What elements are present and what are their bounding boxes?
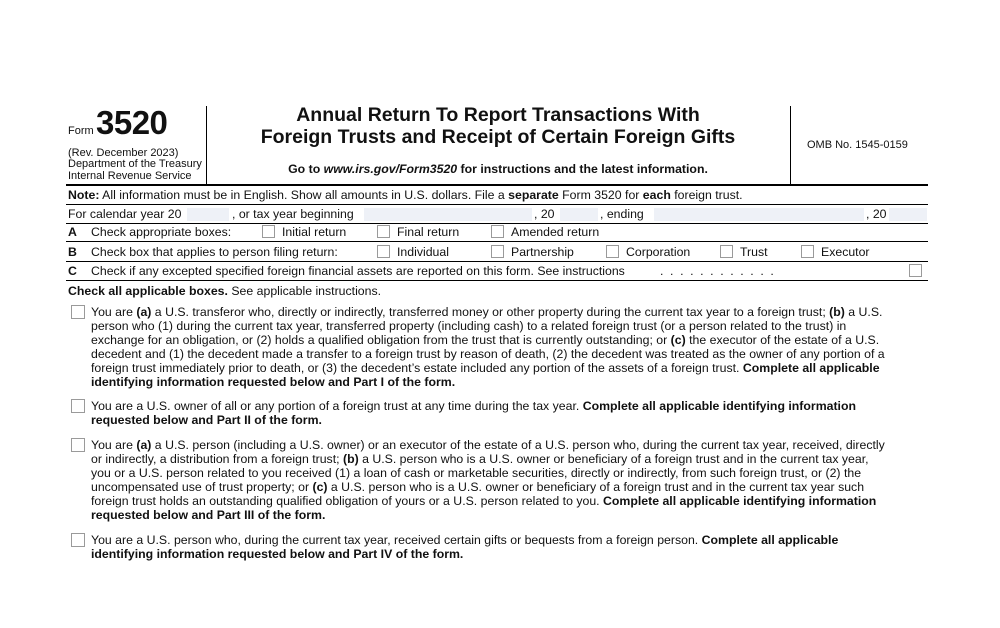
part-i-line: foreign trust immediately prior to death, or (3) the decedent’s estate included any portion of the assets of a foreign trust. Complete all applicable bbox=[91, 361, 880, 375]
goto-prefix: Go to bbox=[288, 162, 324, 176]
part-iii-line: You are (a) a U.S. person (including a U.S. owner) or an executor of the estate of a U.S. person who, during the current tax year, received, directly bbox=[91, 438, 885, 452]
note-text-2: Form 3520 for bbox=[558, 188, 643, 202]
omb-number: OMB No. 1545-0159 bbox=[807, 139, 908, 151]
row-b-bottom-rule bbox=[66, 261, 928, 262]
amended-return-checkbox[interactable] bbox=[491, 225, 504, 238]
part-iii-line: requested below and Part III of the form. bbox=[91, 508, 326, 522]
row-c-letter: C bbox=[68, 264, 77, 278]
part-iv-gifts-checkbox[interactable] bbox=[71, 533, 85, 547]
header-bottom-rule bbox=[66, 184, 928, 186]
part-ii-owner-checkbox[interactable] bbox=[71, 399, 85, 413]
final-return-checkbox[interactable] bbox=[377, 225, 390, 238]
calendar-year-label: For calendar year 20 bbox=[68, 207, 182, 221]
tax-year-beginning-label: , or tax year beginning bbox=[232, 207, 354, 221]
part-i-line: decedent and (1) the decedent made a transfer to a foreign trust by reason of death, (2) the decedent was treated as the owner of any portion of a bbox=[91, 347, 885, 361]
part-ii-description bbox=[91, 399, 931, 427]
individual-checkbox[interactable] bbox=[377, 245, 390, 258]
note-label: Note: bbox=[68, 188, 100, 202]
individual-label: Individual bbox=[397, 245, 449, 259]
row-b-letter: B bbox=[68, 245, 77, 259]
applicable-rest: See applicable instructions. bbox=[227, 284, 382, 298]
note-text-3: foreign trust. bbox=[670, 188, 743, 202]
part-iv-description bbox=[91, 533, 931, 561]
part-iv-line: You are a U.S. person who, during the current tax year, received certain gifts or bequests from a foreign person. Complete all applicable bbox=[91, 533, 839, 547]
partnership-label: Partnership bbox=[511, 245, 574, 259]
part-iii-line: or indirectly, a distribution from a foreign trust; (b) a U.S. person who is a U.S. owner or beneficiary of a foreign trust and in the current tax year, bbox=[91, 452, 869, 466]
part-iii-line: you or a U.S. person related to you received (1) a loan of cash or marketable securities, directly or indirectly, from such foreign trust, or (2) the bbox=[91, 466, 862, 480]
service: Internal Revenue Service bbox=[68, 170, 192, 182]
part-i-line: exchange for an obligation, or (2) holds a qualified obligation from the trust that is currently outstanding; or (c) the executor of the estate of a U.S. bbox=[91, 333, 880, 347]
ending-year-input[interactable] bbox=[889, 208, 927, 221]
row-c-label: Check if any excepted specified foreign financial assets are reported on this form. See instructions bbox=[91, 264, 625, 278]
irs-url-link[interactable]: www.irs.gov/Form3520 bbox=[323, 162, 458, 176]
row-a-letter: A bbox=[68, 225, 77, 239]
row-a-label: Check appropriate boxes: bbox=[91, 225, 232, 239]
note-line bbox=[68, 188, 743, 202]
row-c-leader-dots: . . . . . . . . . . . . bbox=[660, 264, 776, 278]
applicable-boxes-heading bbox=[68, 284, 381, 298]
final-return-label: Final return bbox=[397, 225, 460, 239]
ending-label: , ending bbox=[600, 207, 644, 221]
tax-year-ending-input[interactable] bbox=[654, 208, 864, 221]
trust-checkbox[interactable] bbox=[720, 245, 733, 258]
part-i-line: person who (1) during the current tax year, transferred property (including cash) to a related foreign trust (or a person related to the trust) in bbox=[91, 319, 847, 333]
part-iii-description bbox=[91, 438, 931, 522]
note-bottom-rule bbox=[66, 204, 928, 205]
header-divider-right bbox=[790, 106, 791, 184]
note-separate: separate bbox=[508, 188, 559, 202]
part-iii-line: uncompensated use of trust property; or (c) a U.S. person who is a U.S. owner or beneficiary of a foreign trust and in the current tax year such bbox=[91, 480, 865, 494]
part-i-line: identifying information requested below and Part I of the form. bbox=[91, 375, 456, 389]
form-title-line-2: Foreign Trusts and Receipt of Certain Foreign Gifts bbox=[260, 126, 736, 148]
part-iii-distribution-checkbox[interactable] bbox=[71, 438, 85, 452]
ending-year-label: , 20 bbox=[866, 207, 887, 221]
goto-suffix: for instructions and the latest information. bbox=[457, 162, 708, 176]
row-c-bottom-rule bbox=[66, 280, 928, 281]
initial-return-checkbox[interactable] bbox=[262, 225, 275, 238]
row-a-bottom-rule bbox=[66, 241, 928, 242]
row-b-label: Check box that applies to person filing return: bbox=[91, 245, 338, 259]
part-ii-line: You are a U.S. owner of all or any portion of a foreign trust at any time during the tax year. Complete all applicable identifying information bbox=[91, 399, 856, 413]
department: Department of the Treasury bbox=[68, 158, 202, 170]
applicable-bold: Check all applicable boxes. bbox=[68, 284, 228, 298]
trust-label: Trust bbox=[740, 245, 768, 259]
initial-return-label: Initial return bbox=[282, 225, 347, 239]
part-ii-line: requested below and Part II of the form. bbox=[91, 413, 322, 427]
form-label: Form bbox=[68, 125, 94, 137]
beginning-year-input[interactable] bbox=[560, 208, 598, 221]
partnership-checkbox[interactable] bbox=[491, 245, 504, 258]
excepted-assets-checkbox[interactable] bbox=[909, 264, 922, 277]
part-iii-line: foreign trust holds an outstanding qualified obligation of yours or a U.S. person related to you. Complete all applicable identifying information bbox=[91, 494, 877, 508]
revision-date: (Rev. December 2023) bbox=[68, 147, 179, 159]
part-i-description bbox=[91, 305, 931, 389]
beginning-year-label: , 20 bbox=[534, 207, 555, 221]
instructions-link-line bbox=[212, 162, 784, 176]
corporation-label: Corporation bbox=[626, 245, 691, 259]
part-i-transferor-checkbox[interactable] bbox=[71, 305, 85, 319]
amended-return-label: Amended return bbox=[511, 225, 600, 239]
part-iv-line: identifying information requested below and Part IV of the form. bbox=[91, 547, 464, 561]
calendar-year-input[interactable] bbox=[187, 208, 229, 221]
note-text-1: All information must be in English. Show all amounts in U.S. dollars. File a bbox=[99, 188, 509, 202]
header-divider-left bbox=[206, 106, 207, 184]
form-title-line-1: Annual Return To Report Transactions With bbox=[296, 104, 700, 126]
note-each: each bbox=[642, 188, 671, 202]
part-i-line: You are (a) a U.S. transferor who, directly or indirectly, transferred money or other property during the current tax year to a foreign trust; (b) a U.S. bbox=[91, 305, 883, 319]
corporation-checkbox[interactable] bbox=[606, 245, 619, 258]
form-number: 3520 bbox=[96, 104, 168, 141]
tax-year-beginning-input[interactable] bbox=[364, 208, 532, 221]
executor-label: Executor bbox=[821, 245, 870, 259]
executor-checkbox[interactable] bbox=[801, 245, 814, 258]
calendar-bottom-rule bbox=[66, 223, 928, 224]
